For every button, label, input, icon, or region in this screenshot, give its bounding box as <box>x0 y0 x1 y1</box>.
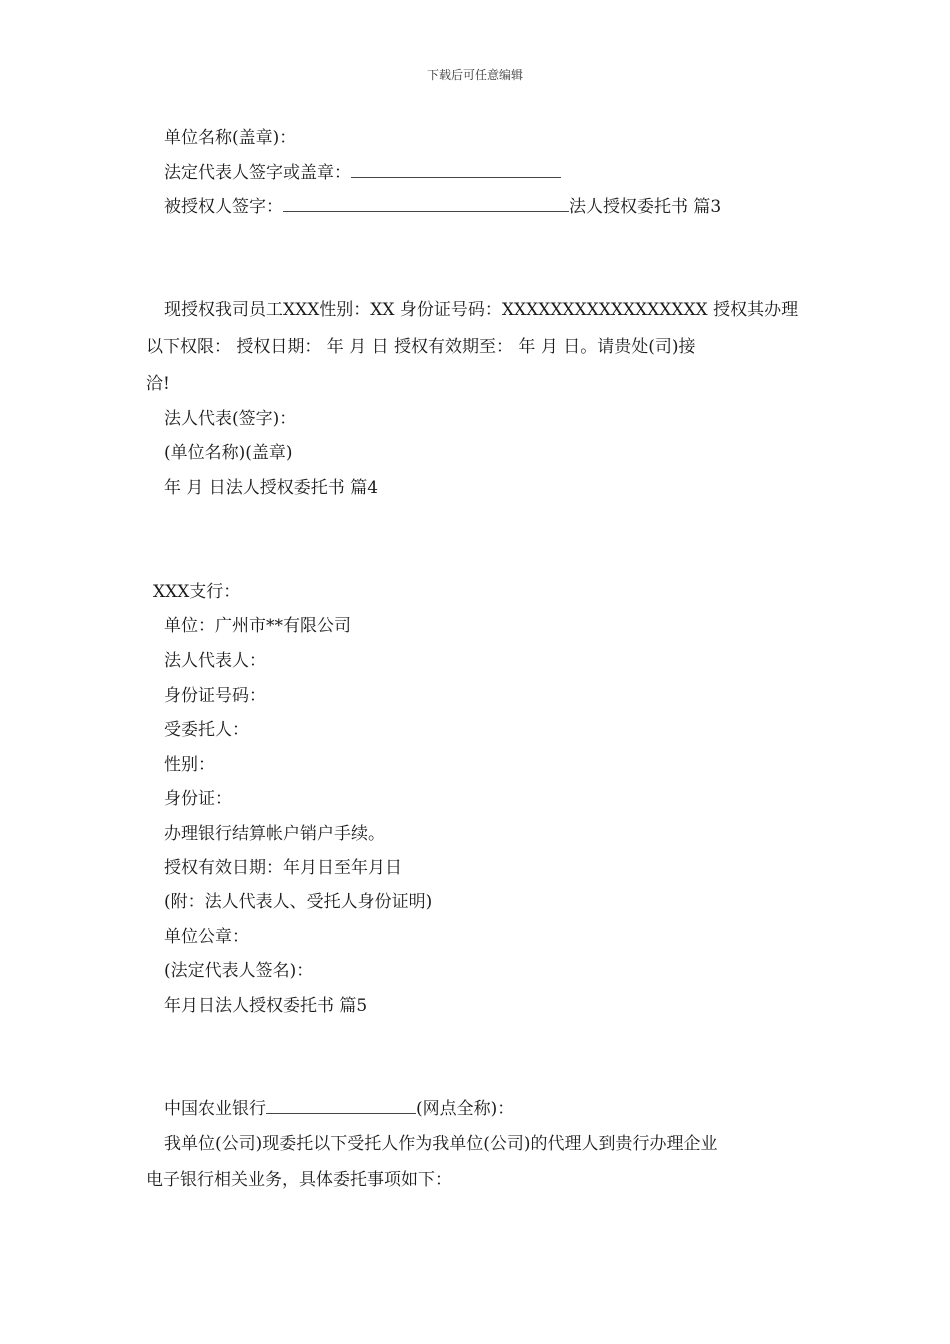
id-number-line: 身份证号码： <box>164 686 266 706</box>
entrust-paragraph-line-1: 我单位(公司)现委托以下受托人作为我单位(公司)的代理人到贵行办理企业 <box>164 1134 718 1154</box>
id-card-line: 身份证： <box>164 789 232 809</box>
validity-date-line: 授权有效日期：年月日至年月日 <box>164 858 402 878</box>
legal-rep-signname-line: (法定代表人签名)： <box>164 961 314 981</box>
unit-name-seal-label: 单位名称(盖章)： <box>164 128 297 148</box>
authorized-signature-label: 被授权人签字： <box>164 197 283 217</box>
trustee-line: 受委托人： <box>164 720 249 740</box>
authorization-paragraph-line-1: 现授权我司员工XXX性别：XX 身份证号码：XXXXXXXXXXXXXXXXX 授权其办理 <box>164 300 799 320</box>
unit-seal-line: 单位公章： <box>164 927 249 947</box>
authorized-signature-blank[interactable] <box>283 197 569 212</box>
entrust-paragraph-line-2: 电子银行相关业务，具体委托事项如下： <box>146 1170 452 1190</box>
attachment-note-line: (附：法人代表人、受托人身份证明) <box>164 892 433 912</box>
bank-branch-line <box>164 1099 514 1119</box>
legal-rep-signature-blank[interactable] <box>351 163 561 178</box>
authorization-paragraph-line-2: 以下权限： 授权日期： 年 月 日 授权有效期至： 年 月 日。请贵处(司)接 <box>146 337 696 357</box>
unit-name-line: 单位：广州市**有限公司 <box>164 616 351 636</box>
bank-name-label: 中国农业银行 <box>164 1099 266 1119</box>
legal-rep-signature-label: 法定代表人签字或盖章： <box>164 163 351 183</box>
branch-addressee: XXX支行： <box>153 582 241 602</box>
authorization-paragraph-line-3: 洽! <box>146 374 170 394</box>
date-and-section-title-4: 年 月 日法人授权委托书 篇4 <box>164 478 379 498</box>
section-title-3: 法人授权委托书 篇3 <box>569 197 722 217</box>
branch-full-name-label: (网点全称)： <box>416 1099 515 1119</box>
legal-rep-signature-line <box>164 163 561 183</box>
branch-name-blank[interactable] <box>266 1099 416 1114</box>
legal-rep-sign-label: 法人代表(签字)： <box>164 409 297 429</box>
unit-name-seal-label-2: (单位名称)(盖章) <box>164 443 293 463</box>
gender-line: 性别： <box>164 755 215 775</box>
date-and-section-title-5: 年月日法人授权委托书 篇5 <box>164 996 368 1016</box>
unit-name-seal-line <box>164 128 296 148</box>
page-header: 下载后可任意编辑 <box>426 68 523 82</box>
account-closing-line: 办理银行结算帐户销户手续。 <box>164 824 385 844</box>
legal-rep-line: 法人代表人： <box>164 651 266 671</box>
authorized-signature-line <box>164 197 721 217</box>
